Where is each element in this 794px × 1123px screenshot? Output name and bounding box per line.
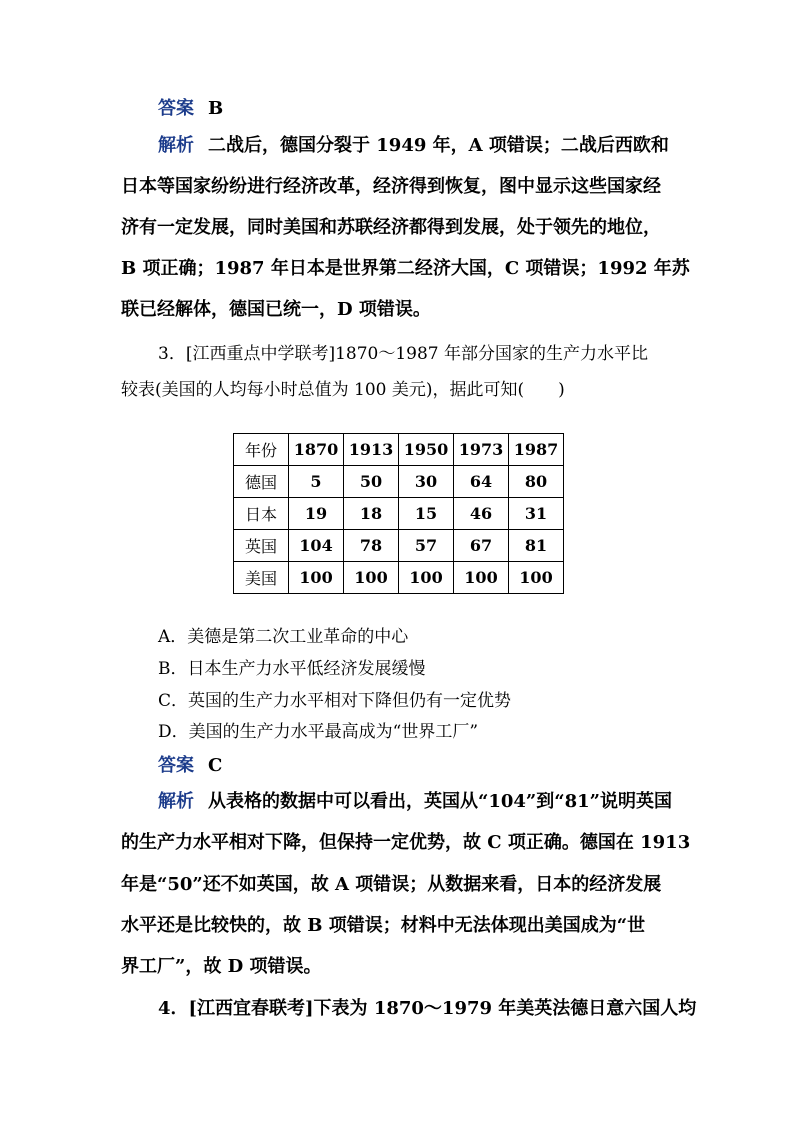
analysis-label: 解析 <box>158 791 194 812</box>
table-cell: 78 <box>344 530 399 562</box>
table-cell: 1870 <box>289 434 344 466</box>
table-cell: 30 <box>399 466 454 498</box>
table-cell: 1950 <box>399 434 454 466</box>
table-cell: 31 <box>509 498 564 530</box>
question-4-line-1: 4．[江西宜春联考]下表为 1870～1979 年美英法德日意六国人均 <box>158 998 697 1019</box>
table-cell: 57 <box>399 530 454 562</box>
question-3-line-2: 较表(美国的人均每小时总值为 100 美元)，据此可知( ) <box>121 380 565 400</box>
table-cell: 德国 <box>234 466 289 498</box>
analysis-1-line-3: 济有一定发展，同时美国和苏联经济都得到发展，处于领先的地位， <box>121 217 661 238</box>
table-cell: 日本 <box>234 498 289 530</box>
analysis-1-line-1 <box>158 137 669 155</box>
answer-label: 答案 <box>158 98 194 119</box>
answer-line-2 <box>158 757 222 775</box>
table-cell: 15 <box>399 498 454 530</box>
answer-label: 答案 <box>158 755 194 776</box>
table-cell: 英国 <box>234 530 289 562</box>
table-cell: 100 <box>399 562 454 594</box>
table-cell: 100 <box>454 562 509 594</box>
table-cell: 67 <box>454 530 509 562</box>
table-cell: 46 <box>454 498 509 530</box>
analysis-1-line-2: 日本等国家纷纷进行经济改革，经济得到恢复，图中显示这些国家经 <box>121 176 661 197</box>
analysis-1-line-5: 联已经解体，德国已统一，D 项错误。 <box>121 299 431 320</box>
answer-value: C <box>208 755 223 776</box>
answer-value: B <box>208 98 224 119</box>
table-cell: 64 <box>454 466 509 498</box>
analysis-2-line-4: 水平还是比较快的，故 B 项错误；材料中无法体现出美国成为“世 <box>121 915 646 936</box>
table-cell: 100 <box>344 562 399 594</box>
analysis-2-line-5: 界工厂”，故 D 项错误。 <box>121 956 322 977</box>
analysis-2-line-1 <box>158 793 672 811</box>
table-row <box>234 562 564 594</box>
table-cell: 18 <box>344 498 399 530</box>
analysis-1-line-4: B 项正确；1987 年日本是世界第二经济大国，C 项错误；1992 年苏 <box>121 258 690 279</box>
table-cell: 19 <box>289 498 344 530</box>
table-cell: 1913 <box>344 434 399 466</box>
table-header-row <box>234 434 564 466</box>
table-cell: 100 <box>289 562 344 594</box>
table-cell: 5 <box>289 466 344 498</box>
option-c: C．英国的生产力水平相对下降但仍有一定优势 <box>158 691 512 711</box>
option-a: A．美德是第二次工业革命的中心 <box>158 627 409 647</box>
option-d: D．美国的生产力水平最高成为“世界工厂” <box>158 722 479 742</box>
option-b: B．日本生产力水平低经济发展缓慢 <box>158 659 426 679</box>
table-cell: 104 <box>289 530 344 562</box>
answer-line-1 <box>158 100 223 118</box>
table-row <box>234 466 564 498</box>
table-cell: 80 <box>509 466 564 498</box>
analysis-label: 解析 <box>158 135 194 156</box>
table-row <box>234 498 564 530</box>
table-cell: 81 <box>509 530 564 562</box>
question-3-line-1: 3．[江西重点中学联考]1870～1987 年部分国家的生产力水平比 <box>158 344 649 364</box>
table-row <box>234 530 564 562</box>
table-cell: 年份 <box>234 434 289 466</box>
table-cell: 1973 <box>454 434 509 466</box>
table-cell: 1987 <box>509 434 564 466</box>
table-cell: 50 <box>344 466 399 498</box>
analysis-text: 从表格的数据中可以看出，英国从“104”到“81”说明英国 <box>208 791 673 812</box>
productivity-table <box>233 433 564 594</box>
table-cell: 100 <box>509 562 564 594</box>
table-cell: 美国 <box>234 562 289 594</box>
analysis-text: 二战后，德国分裂于 1949 年，A 项错误；二战后西欧和 <box>208 135 669 156</box>
analysis-2-line-2: 的生产力水平相对下降，但保持一定优势，故 C 项正确。德国在 1913 <box>121 832 691 853</box>
analysis-2-line-3: 年是“50”还不如英国，故 A 项错误；从数据来看，日本的经济发展 <box>121 874 662 895</box>
